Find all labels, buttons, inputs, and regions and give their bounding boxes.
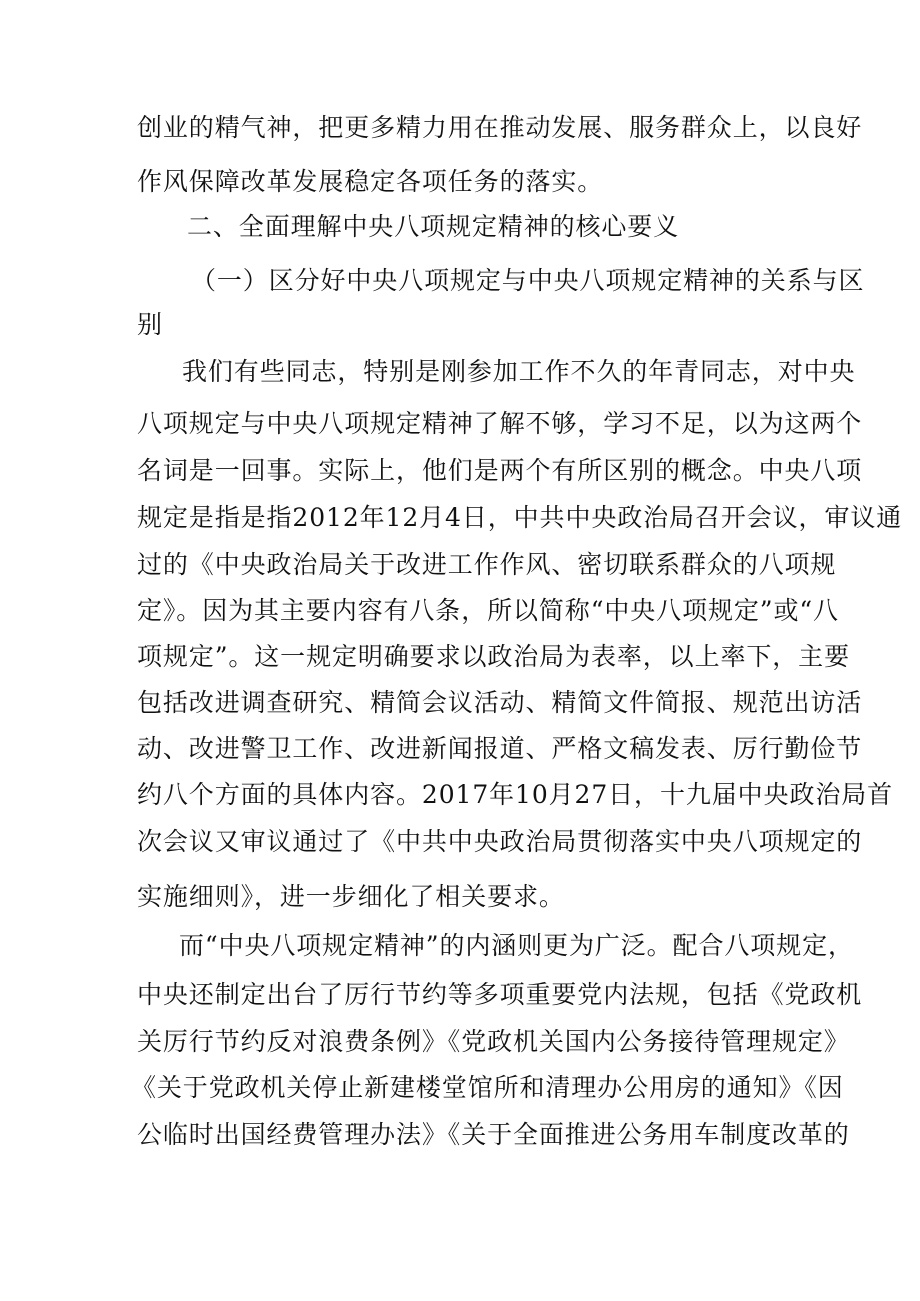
paragraph-line: 次会议又审议通过了《中共中央政治局贯彻落实中央八项规定的 <box>137 827 863 856</box>
paragraph-line: 关厉行节约反对浪费条例》《党政机关国内公务接待管理规定》 <box>137 1027 850 1056</box>
paragraph-line: 过的《中央政治局关于改进工作作风、密切联系群众的八项规 <box>137 550 837 579</box>
paragraph-line: 定》。因为其主要内容有八条，所以简称“中央八项规定”或“八 <box>137 596 839 625</box>
paragraph-line: 约八个方面的具体内容。2017年10月27日，十九届中央政治局首 <box>137 780 894 809</box>
paragraph-line: 实施细则》，进一步细化了相关要求。 <box>137 882 565 911</box>
section-heading: 二、全面理解中央八项规定精神的核心要义 <box>187 212 680 241</box>
subsection-heading-continued: 别 <box>137 310 163 339</box>
subsection-heading: （一）区分好中央八项规定与中央八项规定精神的关系与区 <box>191 266 865 295</box>
paragraph-line: 中央还制定出台了厉行节约等多项重要党内法规，包括《党政机 <box>137 980 863 1009</box>
paragraph-line: 项规定”。这一规定明确要求以政治局为表率，以上率下，主要 <box>137 642 850 671</box>
paragraph-line: 创业的精气神，把更多精力用在推动发展、服务群众上，以良好 <box>137 113 863 142</box>
paragraph-line: 规定是指是指2012年12月4日，中共中央政治局召开会议，审议通 <box>137 503 903 532</box>
paragraph-line: 名词是一回事。实际上，他们是两个有所区别的概念。中央八项 <box>137 456 863 485</box>
paragraph-line: 作风保障改革发展稳定各项任务的落实。 <box>137 167 604 196</box>
paragraph-line: 而“中央八项规定精神”的内涵则更为广泛。配合八项规定， <box>179 931 854 960</box>
paragraph-line: 《关于党政机关停止新建楼堂馆所和清理办公用房的通知》《因 <box>131 1073 844 1102</box>
paragraph-line: 包括改进调查研究、精简会议活动、精简文件简报、规范出访活 <box>137 688 863 717</box>
paragraph-line: 动、改进警卫工作、改进新闻报道、严格文稿发表、厉行勤俭节 <box>137 734 863 763</box>
paragraph-line: 八项规定与中央八项规定精神了解不够，学习不足，以为这两个 <box>137 409 863 438</box>
paragraph-line: 公临时出国经费管理办法》《关于全面推进公务用车制度改革的 <box>137 1120 850 1149</box>
paragraph-line: 我们有些同志，特别是刚参加工作不久的年青同志，对中央 <box>182 357 856 386</box>
